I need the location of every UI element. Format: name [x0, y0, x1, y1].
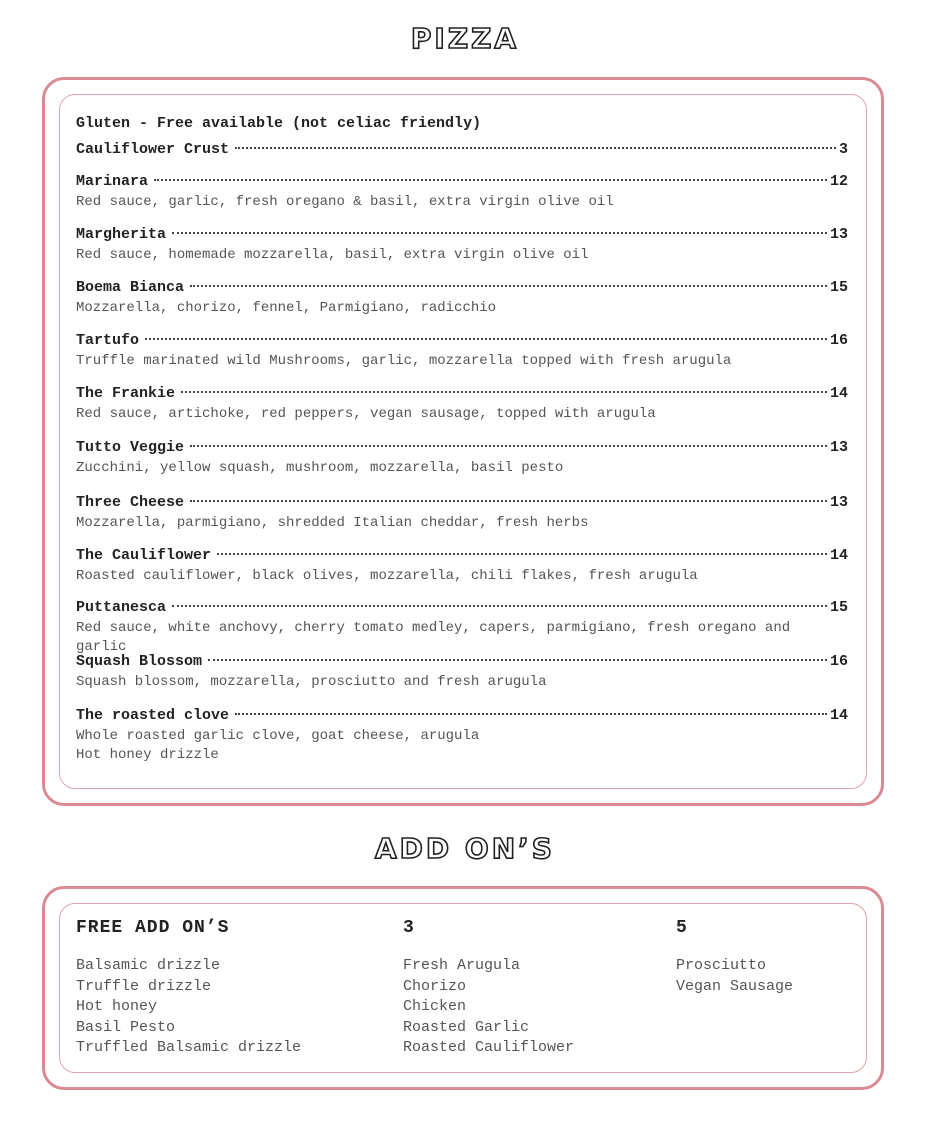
menu-item-boema-bianca: [76, 279, 848, 318]
addon-column-price-5: [676, 918, 793, 997]
item-name: Boema Bianca: [76, 279, 185, 296]
item-price: 15: [829, 599, 848, 616]
item-name: Tutto Veggie: [76, 439, 185, 456]
pizza-section-title: PIZZA: [410, 22, 520, 55]
item-price: 13: [829, 439, 848, 456]
item-price: 13: [829, 494, 848, 511]
menu-item-puttanesca: [76, 599, 848, 657]
item-description: Mozzarella, parmigiano, shredded Italian cheddar, fresh herbs: [76, 515, 589, 531]
addon-item: Truffle drizzle: [76, 977, 212, 995]
item-name: Tartufo: [76, 332, 140, 349]
addon-item: Hot honey: [76, 998, 158, 1015]
addon-column-free: [76, 918, 301, 1059]
addon-list: [676, 956, 793, 997]
item-price: 12: [829, 173, 848, 190]
addon-column-heading: FREE ADD ON’S: [76, 918, 230, 938]
addon-list: [403, 956, 574, 1059]
dot-leader: [217, 553, 827, 555]
item-description: Roasted cauliflower, black olives, mozzarella, chili flakes, fresh arugula: [76, 568, 698, 584]
item-description: Red sauce, homemade mozzarella, basil, extra virgin olive oil: [76, 247, 589, 263]
menu-item-tutto-veggie: [76, 439, 848, 478]
addon-item: Vegan Sausage: [676, 977, 794, 995]
addon-column-heading: 3: [403, 918, 415, 938]
dot-leader: [145, 338, 827, 340]
menu-item-tartufo: [76, 332, 848, 371]
item-price: 13: [829, 226, 848, 243]
item-description: Mozzarella, chorizo, fennel, Parmigiano, radicchio: [76, 300, 497, 316]
menu-item-squash-blossom: [76, 653, 848, 692]
addon-item: Basil Pesto: [76, 1018, 176, 1036]
menu-item-marinara: [76, 173, 848, 212]
menu-item-the-cauliflower: [76, 547, 848, 586]
item-price: 14: [829, 385, 848, 402]
addon-item: Chorizo: [403, 977, 467, 995]
item-name: Marinara: [76, 173, 149, 190]
item-price: 15: [829, 279, 848, 296]
menu-item-three-cheese: [76, 494, 848, 533]
addon-list: [76, 956, 301, 1059]
dot-leader: [154, 179, 827, 181]
addons-section-title: ADD ON’S: [375, 832, 555, 865]
menu-item-the-frankie: [76, 385, 848, 424]
dot-leader: [190, 285, 827, 287]
dot-leader: [235, 147, 836, 149]
item-name: Margherita: [76, 226, 167, 243]
item-name: Cauliflower Crust: [76, 141, 230, 158]
addon-item: Chicken: [403, 998, 467, 1015]
item-name: The roasted clove: [76, 707, 230, 724]
item-description: Red sauce, artichoke, red peppers, vegan sausage, topped with arugula: [76, 406, 656, 422]
item-description: Whole roasted garlic clove, goat cheese, arugula Hot honey drizzle: [76, 728, 480, 763]
item-price: 16: [829, 653, 848, 670]
addon-item: Prosciutto: [676, 957, 767, 974]
item-description: Truffle marinated wild Mushrooms, garlic, mozzarella topped with fresh arugula: [76, 353, 732, 369]
addon-item: Fresh Arugula: [403, 957, 521, 974]
addon-item: Roasted Cauliflower: [403, 1039, 575, 1056]
addon-item: Balsamic drizzle: [76, 957, 221, 974]
item-name: The Frankie: [76, 385, 176, 402]
item-description: Red sauce, white anchovy, cherry tomato medley, capers, parmigiano, fresh oregano and garlic: [76, 620, 791, 655]
dot-leader: [172, 605, 827, 607]
item-price: 16: [829, 332, 848, 349]
item-name: Squash Blossom: [76, 653, 203, 670]
menu-item-cauliflower-crust: [76, 141, 848, 161]
item-name: Puttanesca: [76, 599, 167, 616]
addon-item: Truffled Balsamic drizzle: [76, 1039, 302, 1056]
item-name: Three Cheese: [76, 494, 185, 511]
item-description: Zucchini, yellow squash, mushroom, mozzarella, basil pesto: [76, 460, 564, 476]
item-description: Squash blossom, mozzarella, prosciutto and fresh arugula: [76, 674, 547, 690]
addon-item: Roasted Garlic: [403, 1018, 530, 1036]
addon-column-heading: 5: [676, 918, 688, 938]
menu-item-margherita: [76, 226, 848, 265]
dot-leader: [172, 232, 827, 234]
dot-leader: [190, 445, 827, 447]
addon-column-price-3: [403, 918, 574, 1059]
item-price: 3: [838, 141, 848, 158]
menu-item-the-roasted-clove: [76, 707, 848, 765]
dot-leader: [190, 500, 827, 502]
item-name: The Cauliflower: [76, 547, 212, 564]
item-price: 14: [829, 707, 848, 724]
item-price: 14: [829, 547, 848, 564]
dot-leader: [208, 659, 827, 661]
gluten-free-note: Gluten - Free available (not celiac friendly): [76, 115, 482, 132]
dot-leader: [181, 391, 827, 393]
item-description: Red sauce, garlic, fresh oregano & basil, extra virgin olive oil: [76, 194, 614, 210]
dot-leader: [235, 713, 827, 715]
